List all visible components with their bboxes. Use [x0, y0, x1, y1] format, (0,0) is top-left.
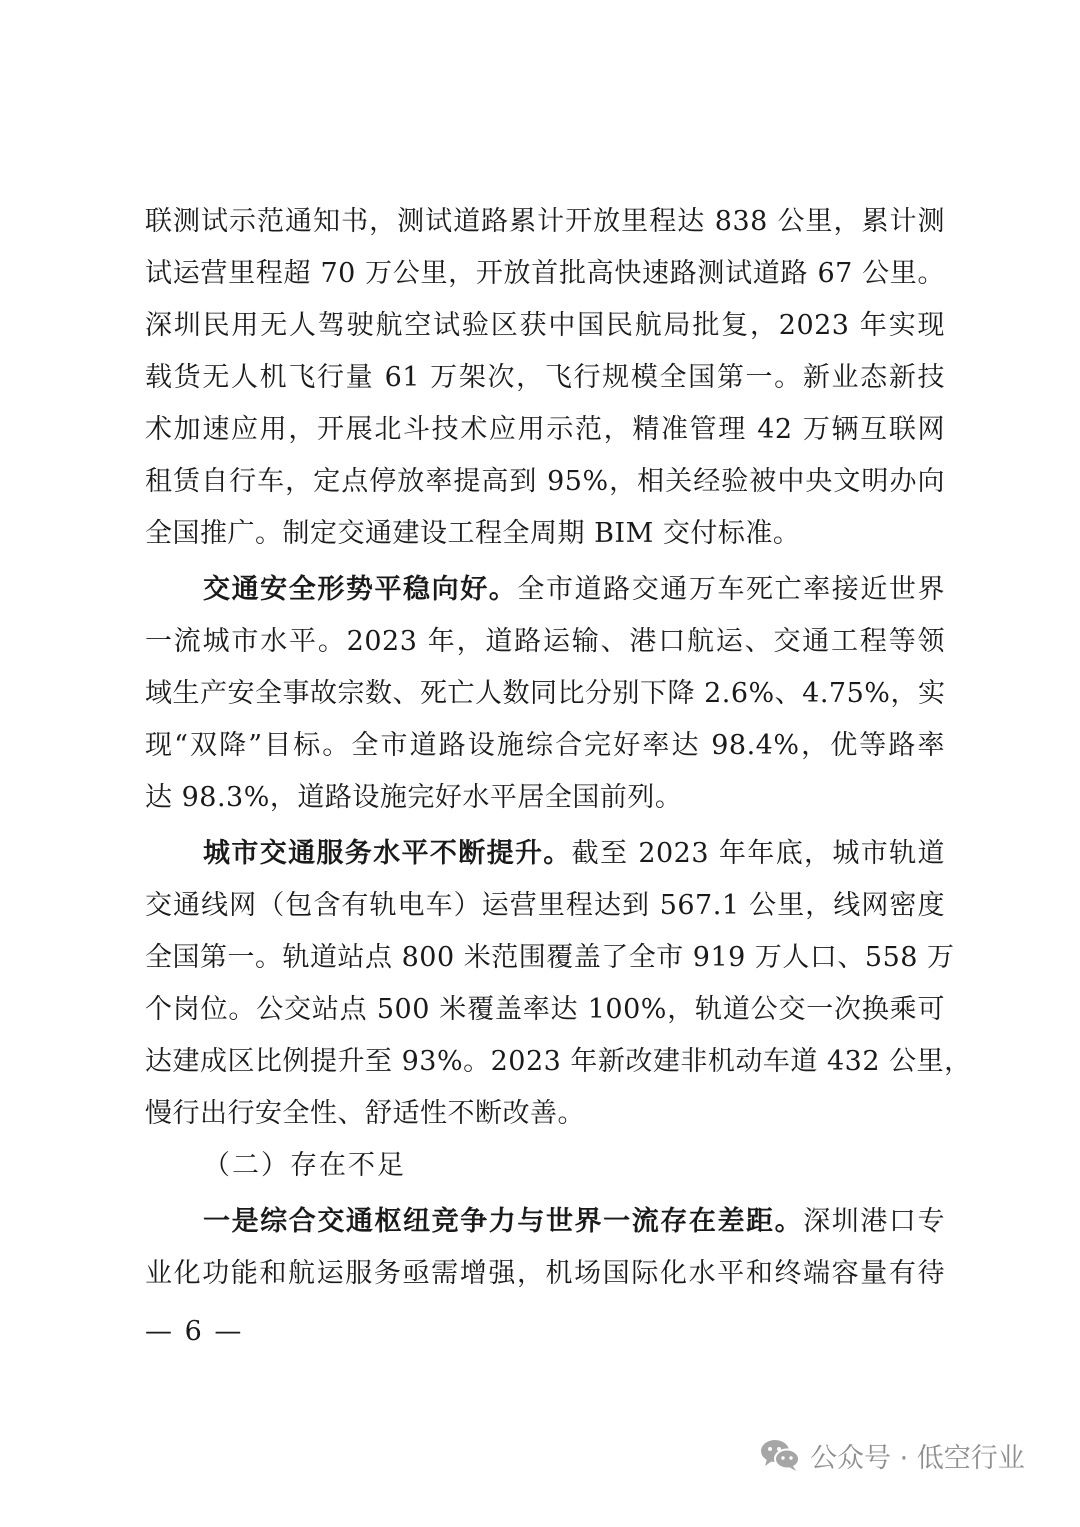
paragraph-line: 全国第一。轨道站点 800 米范围覆盖了全市 919 万人口、558 万	[145, 942, 955, 973]
paragraph-line: 深圳民用无人驾驶航空试验区获中国民航局批复，2023 年实现	[145, 310, 945, 341]
paragraph-line: 术加速应用，开展北斗技术应用示范，精准管理 42 万辆互联网	[145, 414, 945, 445]
paragraph-heading: 交通安全形势平稳向好。	[203, 574, 518, 605]
paragraph-first-line	[203, 1196, 945, 1248]
paragraph-text: 深圳港口专	[803, 1206, 946, 1237]
paragraph-heading: 一是综合交通枢纽竞争力与世界一流存在差距。	[203, 1206, 804, 1237]
paragraph-line: 全国推广。制定交通建设工程全周期 BIM 交付标准。	[145, 518, 801, 549]
watermark	[760, 1430, 1025, 1480]
paragraph-line: 联测试示范通知书，测试道路累计开放里程达 838 公里，累计测	[145, 206, 945, 237]
paragraph-line: 现“双降”目标。全市道路设施综合完好率达 98.4%，优等路率	[145, 730, 945, 761]
document-page	[145, 0, 972, 1527]
watermark-text: 公众号 · 低空行业	[810, 1442, 1025, 1474]
paragraph-line: 域生产安全事故宗数、死亡人数同比分别下降 2.6%、4.75%，实	[145, 678, 946, 709]
section-heading: （二）存在不足	[203, 1150, 406, 1181]
paragraph-text: 截至 2023 年年底，城市轨道	[571, 838, 945, 869]
paragraph-line: 业化功能和航运服务亟需增强，机场国际化水平和终端容量有待	[145, 1258, 945, 1289]
paragraph-line: 试运营里程超 70 万公里，开放首批高快速路测试道路 67 公里。	[145, 258, 945, 289]
paragraph-line: 载货无人机飞行量 61 万架次，飞行规模全国第一。新业态新技	[145, 362, 945, 393]
paragraph-first-line	[203, 564, 945, 616]
page-number: — 6 —	[145, 1316, 244, 1347]
paragraph-line: 个岗位。公交站点 500 米覆盖率达 100%，轨道公交一次换乘可	[145, 994, 945, 1025]
paragraph-line: 租赁自行车，定点停放率提高到 95%，相关经验被中央文明办向	[145, 466, 945, 497]
paragraph-first-line	[203, 828, 945, 880]
paragraph-line: 达 98.3%，道路设施完好水平居全国前列。	[145, 782, 683, 813]
paragraph-text: 全市道路交通万车死亡率接近世界	[517, 574, 946, 605]
wechat-icon	[760, 1438, 800, 1472]
paragraph-line: 慢行出行安全性、舒适性不断改善。	[145, 1098, 585, 1129]
paragraph-line: 达建成区比例提升至 93%。2023 年新改建非机动车道 432 公里，	[145, 1046, 972, 1077]
paragraph-heading: 城市交通服务水平不断提升。	[203, 838, 572, 869]
paragraph-line: 一流城市水平。2023 年，道路运输、港口航运、交通工程等领	[145, 626, 945, 657]
paragraph-line: 交通线网（包含有轨电车）运营里程达到 567.1 公里，线网密度	[145, 890, 945, 921]
